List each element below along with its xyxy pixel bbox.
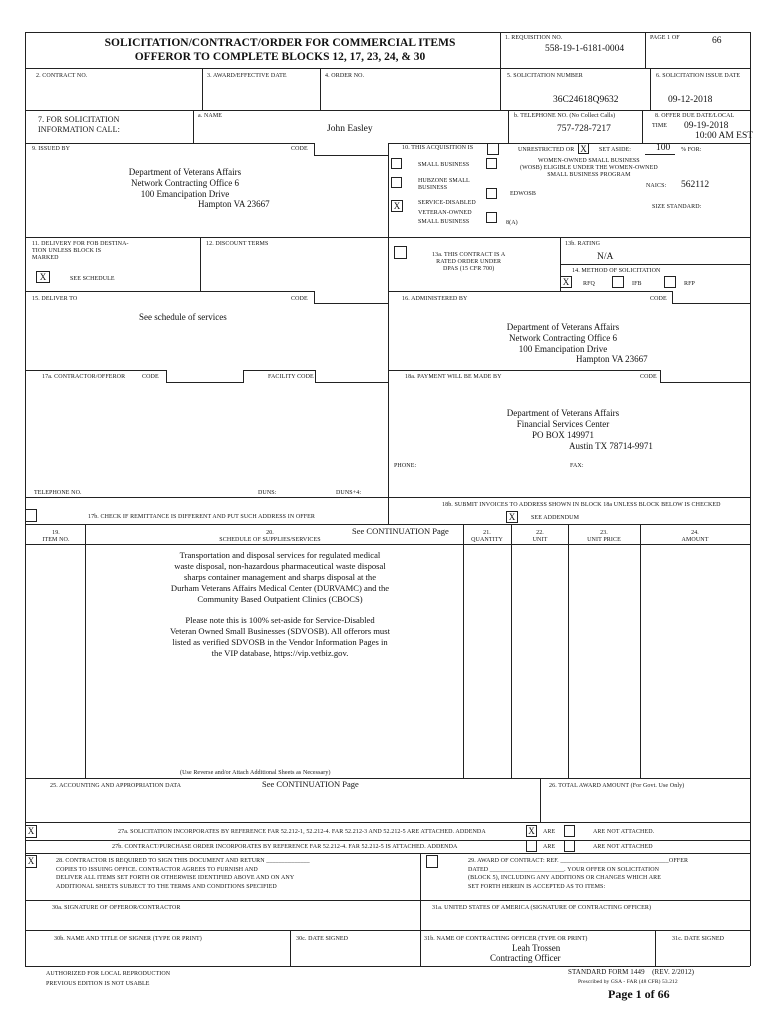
eight-a-label: 8(A) [506, 220, 518, 226]
addenda-27b-not-label: ARE NOT ATTACHED [593, 844, 653, 850]
acquisition-label: 10. THIS ACQUISITION IS [402, 145, 474, 151]
addenda-27b-are-label: ARE [543, 844, 556, 850]
clause-27a-text: 27a. SOLICITATION INCORPORATES BY REFERENCE FAR 52.212-1, 52.212-4. FAR 52.212-3 AND 52.212-5 ARE ATTACHED. ADDENDA [118, 829, 486, 835]
award-text: 29. AWARD OF CONTRACT: REF. ___________________________________OFFER DATED ________________________. YOUR OFFER ON SOLICITATION (BLOCK 5), INCLUDING ANY ADDITIONS OR CHANGES WHICH ARE SET FORTH HEREIN IS ACCEPTED AS TO ITEMS: [468, 858, 689, 890]
see-schedule-label: SEE SCHEDULE [70, 276, 115, 282]
wosb-checkbox[interactable] [486, 158, 497, 169]
rfq-checkbox[interactable]: X [560, 276, 572, 288]
remittance-label: 17b. CHECK IF REMITTANCE IS DIFFERENT AND PUT SUCH ADDRESS IN OFFER [88, 514, 316, 520]
administered-by-code-label: CODE [650, 296, 667, 302]
acquisition-checkbox[interactable] [487, 143, 499, 155]
naics-label: NAICS: [646, 183, 667, 189]
small-business-checkbox[interactable] [391, 158, 402, 169]
edwosb-label: EDWOSB [510, 191, 536, 197]
schedule-description: Transportation and disposal services for regulated medical waste disposal, non-hazardous pharmaceutical waste disposal sharps container management and sharps disposal at the Durham Veterans Affairs Medical Center (DURVAMC) and the Community Based Outpatient Clinics (CBOCS) [170, 550, 390, 604]
time-label: TIME [652, 123, 668, 129]
see-addendum-checkbox[interactable]: X [506, 511, 518, 523]
facility-code-label: FACILITY CODE [268, 374, 314, 380]
rfp-label: RFP [684, 281, 695, 287]
naics-code: 562112 [681, 180, 710, 190]
sdvosb-label: SERVICE-DISABLED VETERAN-OWNED SMALL BUSINESS [418, 200, 476, 226]
officer-title: Contracting Officer [490, 953, 561, 963]
rating-value: N/A [597, 252, 614, 262]
size-standard-label: SIZE STANDARD: [652, 204, 702, 210]
rating-label: 13b. RATING [565, 241, 601, 247]
deliver-to-text: See schedule of services [139, 312, 227, 322]
discount-terms-label: 12. DISCOUNT TERMS [206, 241, 269, 247]
eight-a-checkbox[interactable] [486, 212, 497, 223]
remittance-checkbox[interactable] [25, 509, 37, 522]
award-date-label: 3. AWARD/EFFECTIVE DATE [207, 73, 287, 79]
addenda-27a-are-checkbox[interactable]: X [526, 825, 537, 837]
set-aside-checkbox[interactable]: X [578, 143, 589, 154]
administered-by-label: 16. ADMINISTERED BY [402, 296, 468, 302]
payment-code-label: CODE [640, 374, 657, 380]
accounting-continuation: See CONTINUATION Page [262, 779, 359, 789]
payment-city: Austin TX 78714-9971 [569, 441, 653, 451]
issued-by-city: Hampton VA 23667 [198, 199, 270, 209]
issue-date: 09-12-2018 [668, 95, 713, 105]
method-label: 14. METHOD OF SOLICITATION [572, 268, 661, 274]
requisition-label: 1. REQUISITION NO. [505, 35, 563, 41]
offer-due-date: 09-19-2018 [684, 121, 729, 131]
contract-no-label: 2. CONTRACT NO. [36, 73, 88, 79]
order-no-label: 4. ORDER NO. [325, 73, 365, 79]
percent-for-label: % FOR: [681, 147, 702, 153]
col-unit-header: 22. UNIT [532, 530, 548, 543]
contact-name: John Easley [327, 124, 373, 134]
col-quantity-header: 21. QUANTITY [471, 530, 503, 543]
authorized-reproduction: AUTHORIZED FOR LOCAL REPRODUCTION PREVIOUS EDITION IS NOT USABLE [46, 971, 171, 987]
ifb-checkbox[interactable] [612, 276, 624, 288]
schedule-note: Please note this is 100% set-aside for Service-Disabled Veteran Owned Small Businesses (SDVOSB). All offerors must listed as verified SDVOSB in the Vendor Information Pages in the VIP database, https://vip.vetbiz.gov. [170, 615, 390, 658]
addenda-27a-are-label: ARE [543, 829, 556, 835]
addenda-27a-not-label: ARE NOT ATTACHED. [593, 829, 655, 835]
officer-name: Leah Trossen [512, 943, 561, 953]
offer-due-time: 10:00 AM EST [695, 131, 754, 141]
offeror-signature-label: 30a. SIGNATURE OF OFFEROR/CONTRACTOR [52, 905, 181, 911]
col-schedule-header: 20. SCHEDULE OF SUPPLIES/SERVICES [219, 530, 321, 543]
contractor-sign-text: 28. CONTRACTOR IS REQUIRED TO SIGN THIS DOCUMENT AND RETURN ______________ COPIES TO ISSUING OFFICE. CONTRACTOR AGREES TO FURNISH AND DELIVER ALL ITEMS SET FORTH OR OTHERWISE IDENTIFIED ABOVE AND ON ANY ADDITIONAL SHEETS SUBJECT TO THE TERMS AND CONDITIONS SPECIFIED [56, 858, 310, 890]
contractor-telephone-label: TELEPHONE NO. [34, 490, 82, 496]
set-aside-percent: 100 [656, 143, 671, 153]
contractor-sign-checkbox[interactable]: X [25, 855, 37, 868]
solicitation-number-label: 5. SOLICITATION NUMBER [507, 73, 583, 79]
info-call-label: 7. FOR SOLICITATION INFORMATION CALL: [38, 115, 120, 134]
rated-order-label: 13a. THIS CONTRACT IS A RATED ORDER UNDER DPAS (15 CFR 700) [432, 252, 506, 272]
hubzone-checkbox[interactable] [391, 177, 402, 188]
schedule-continuation: See CONTINUATION Page [352, 526, 449, 536]
duns4-label: DUNS+4: [336, 490, 362, 496]
clause-27b-text: 27b. CONTRACT/PURCHASE ORDER INCORPORATES BY REFERENCE FAR 52.212-4. FAR 52.212-5 IS ATTACHED. ADDENDA [112, 844, 458, 850]
submit-invoices-label: 18b. SUBMIT INVOICES TO ADDRESS SHOWN IN BLOCK 18a UNLESS BLOCK BELOW IS CHECKED [442, 502, 721, 508]
telephone-number: 757-728-7217 [557, 124, 611, 134]
contractor-code-field[interactable] [166, 370, 244, 383]
telephone-label: b. TELEPHONE NO. (No Collect Calls) [514, 113, 616, 119]
see-schedule-checkbox[interactable]: X [36, 271, 50, 283]
signer-name-label: 30b. NAME AND TITLE OF SIGNER (TYPE OR PRINT) [54, 936, 202, 942]
issued-by-code-label: CODE [291, 146, 308, 152]
col-item-no-header: 19. ITEM NO. [42, 530, 70, 543]
col-amount-header: 24. AMOUNT [681, 530, 709, 543]
award-checkbox[interactable] [426, 855, 438, 868]
sdvosb-checkbox[interactable]: X [391, 200, 403, 212]
officer-signature-label: 31a. UNITED STATES OF AMERICA (SIGNATURE OF CONTRACTING OFFICER) [432, 905, 652, 911]
issued-by-address: Department of Veterans Affairs Network Contracting Office 6 100 Emancipation Drive [128, 167, 242, 199]
deliver-to-label: 15. DELIVER TO [32, 296, 78, 302]
contractor-label: 17a. CONTRACTOR/OFFEROR [42, 374, 126, 380]
total-award-label: 26. TOTAL AWARD AMOUNT (For Govt. Use Only) [549, 783, 685, 789]
hubzone-label: HUBZONE SMALL BUSINESS [418, 178, 470, 191]
duns-label: DUNS: [258, 490, 277, 496]
col-unit-price-header: 23. UNIT PRICE [587, 530, 621, 543]
addenda-27a-not-checkbox[interactable] [564, 825, 575, 837]
reverse-note: (Use Reverse and/or Attach Additional Sheets as Necessary) [180, 770, 331, 776]
delivery-fob-label: 11. DELIVERY FOR FOB DESTINA- TION UNLESS BLOCK IS MARKED [32, 241, 129, 261]
payment-label: 18a. PAYMENT WILL BE MADE BY [405, 374, 502, 380]
prescribed-label: Prescribed by GSA - FAR (48 CFR) 53.212 [578, 979, 678, 985]
payment-address: Department of Veterans Affairs Financial Services Center PO BOX 149971 [506, 408, 620, 440]
rated-order-checkbox[interactable] [394, 246, 407, 259]
issued-by-label: 9. ISSUED BY [32, 146, 71, 152]
contact-name-label: a. NAME [198, 113, 223, 119]
ifb-label: IFB [632, 281, 642, 287]
contractor-code-label: CODE [142, 374, 159, 380]
administered-by-code-field[interactable] [672, 291, 750, 304]
accounting-label: 25. ACCOUNTING AND APPROPRIATION DATA [50, 783, 182, 789]
form-title: SOLICITATION/CONTRACT/ORDER FOR COMMERCIAL ITEMS OFFEROR TO COMPLETE BLOCKS 12, 17, 23, 24, & 30 [104, 37, 456, 63]
addenda-27b-are-checkbox[interactable] [526, 840, 537, 852]
page-number: Page 1 of 66 [608, 987, 670, 1001]
payment-fax-label: FAX: [570, 463, 584, 469]
facility-code-field[interactable] [315, 370, 388, 383]
deliver-to-code-field[interactable] [314, 291, 388, 304]
page-label: PAGE 1 OF [650, 35, 680, 41]
standard-form-label: STANDARD FORM 1449 (REV. 2/2012) [568, 968, 695, 976]
officer-date-label: 31c. DATE SIGNED [672, 936, 725, 942]
see-addendum-label: SEE ADDENDUM [531, 515, 580, 521]
page-total: 66 [712, 36, 722, 46]
addenda-27b-not-checkbox[interactable] [564, 840, 575, 852]
officer-name-label: 31b. NAME OF CONTRACTING OFFICER (TYPE OR PRINT) [424, 936, 588, 942]
rfp-checkbox[interactable] [664, 276, 676, 288]
payment-code-field[interactable] [660, 370, 750, 383]
small-business-label: SMALL BUSINESS [418, 162, 470, 168]
administered-by-city: Hampton VA 23667 [576, 354, 648, 364]
unrestricted-label: UNRESTRICTED OR [518, 147, 575, 153]
issued-by-code-field[interactable] [314, 143, 388, 156]
issue-date-label: 6. SOLICITATION ISSUE DATE [656, 73, 741, 79]
deliver-to-code-label: CODE [291, 296, 308, 302]
offeror-date-label: 30c. DATE SIGNED [296, 936, 349, 942]
administered-by-address: Department of Veterans Affairs Network Contracting Office 6 100 Emancipation Drive [506, 322, 620, 354]
solicitation-number: 36C24618Q9632 [553, 95, 619, 105]
rfq-label: RFQ [583, 281, 595, 287]
payment-phone-label: PHONE: [394, 463, 417, 469]
clause-27a-checkbox[interactable]: X [25, 825, 37, 838]
wosb-label: WOMEN-OWNED SMALL BUSINESS (WOSB) ELIGIBLE UNDER THE WOMEN-OWNED SMALL BUSINESS PROGRAM [520, 158, 658, 178]
set-aside-label: SET ASIDE: [599, 147, 632, 153]
edwosb-checkbox[interactable] [486, 188, 497, 199]
offer-due-label: 8. OFFER DUE DATE/LOCAL [655, 113, 735, 119]
requisition-number: 558-19-1-6181-0004 [545, 44, 625, 54]
